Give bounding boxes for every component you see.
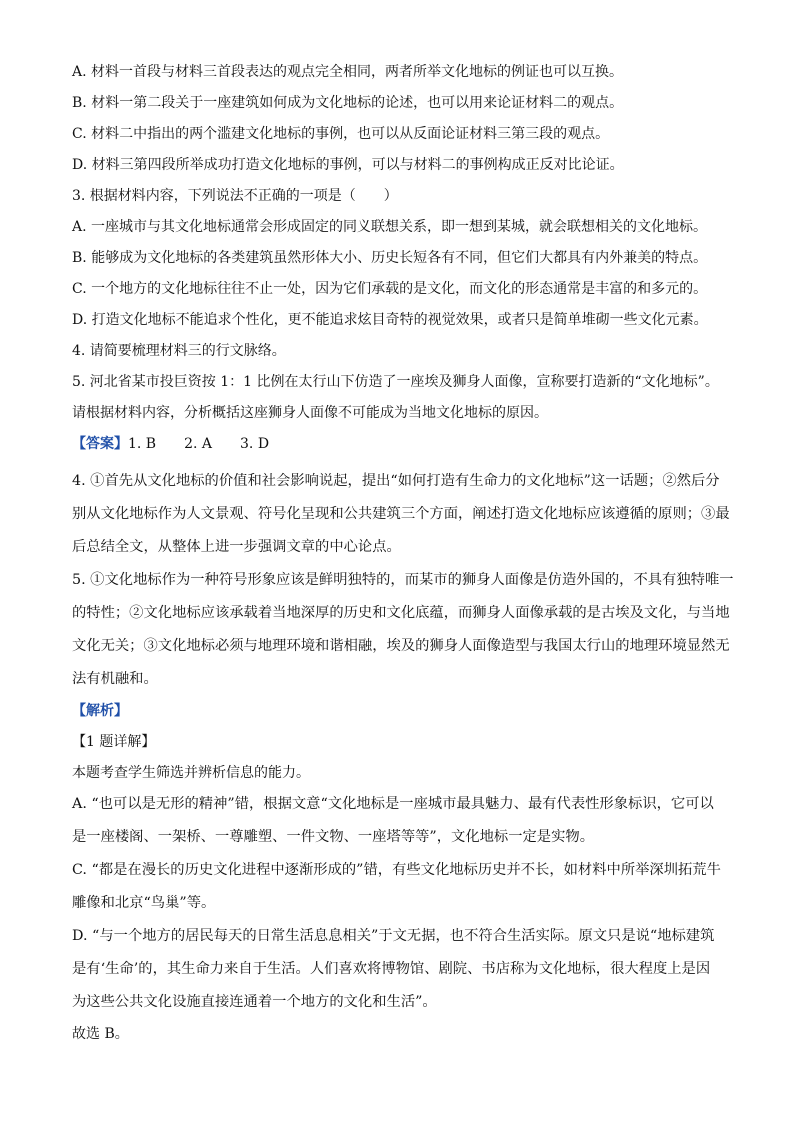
answer-row [72, 434, 722, 454]
q2-option-b: B. 材料一第二段关于一座建筑如何成为文化地标的论述，也可以用来论证材料二的观点。 [72, 95, 624, 111]
answer4-line2: 别从文化地标作为人文景观、符号化呈现和公共建筑三个方面，阐述打造文化地标应该遵循的原则；③最 [72, 506, 730, 522]
analysis-c-line1: C. “都是在漫长的历史文化进程中逐渐形成的”错，有些文化地标历史并不长，如材料中所举深圳拓荒牛 [72, 862, 721, 878]
analysis-d-line2: 是有‘生命’的，其生命力来自于生活。人们喜欢将博物馆、剧院、书店称为文化地标，很大程度上是因 [72, 961, 711, 977]
analysis-d-line3: 为这些公共文化设施直接连通着一个地方的文化和生活”。 [72, 994, 437, 1010]
document-page [72, 62, 734, 1044]
analysis-a-line2: 是一座楼阁、一架桥、一尊雕塑、一件文物、一座塔等等”，文化地标一定是实物。 [72, 829, 594, 845]
analysis-a-line1: A. “也可以是无形的精神”错，根据文意“文化地标是一座城市最具魅力、最有代表性形象标识，它可以 [72, 796, 714, 812]
answer5-line2: 的特性；②文化地标应该承载着当地深厚的历史和文化底蕴，而狮身人面像承载的是古埃及文化，与当地 [72, 605, 730, 621]
q2-option-c: C. 材料二中指出的两个滥建文化地标的事例，也可以从反面论证材料三第三段的观点。 [72, 126, 610, 142]
q3-option-d: D. 打造文化地标不能追求个性化，更不能追求炫目奇特的视觉效果，或者只是简单堆砌一些文化元素。 [72, 312, 708, 328]
answer5-line3: 文化无关；③文化地标必须与地理环境和谐相融，埃及的狮身人面像造型与我国太行山的地理环境显然无 [72, 638, 730, 654]
answer-text: 1. B 2. A 3. D [128, 436, 270, 452]
q5-stem-line2: 请根据材料内容，分析概括这座狮身人面像不可能成为当地文化地标的原因。 [72, 405, 548, 421]
analysis-d-line1: D. “与一个地方的居民每天的日常生活息息相关”于文无据，也不符合生活实际。原文只是说“地标建筑 [72, 928, 715, 944]
q3-stem: 3. 根据材料内容，下列说法不正确的一项是（ ） [72, 188, 398, 204]
q5-stem-line1: 5. 河北省某市投巨资按 1：1 比例在太行山下仿造了一座埃及狮身人面像，宣称要打造新的“文化地标”。 [72, 374, 719, 390]
answer4-line3: 后总结全文，从整体上进一步强调文章的中心论点。 [72, 539, 401, 555]
analysis-q1-label: 【1 题详解】 [72, 734, 156, 750]
q2-option-a: A. 材料一首段与材料三首段表达的观点完全相同，两者所举文化地标的例证也可以互换。 [72, 64, 624, 80]
analysis-intro: 本题考查学生筛选并辨析信息的能力。 [72, 765, 310, 781]
answer5-line1: 5. ①文化地标作为一种符号形象应该是鲜明独特的，而某市的狮身人面像是仿造外国的，不具有独特唯一 [72, 572, 734, 588]
answer4-line1: 4. ①首先从文化地标的价值和社会影响说起，提出“如何打造有生命力的文化地标”这一话题；②然后分 [72, 473, 720, 489]
answer-label: 【答案】 [72, 436, 128, 452]
q2-option-d: D. 材料三第四段所举成功打造文化地标的事例，可以与材料二的事例构成正反对比论证。 [72, 157, 624, 173]
q3-option-b: B. 能够成为文化地标的各类建筑虽然形体大小、历史长短各有不同，但它们大都具有内外兼美的特点。 [72, 250, 708, 266]
analysis-conclusion: 故选 B。 [72, 1026, 129, 1042]
analysis-label: 【解析】 [72, 703, 128, 719]
q3-option-c: C. 一个地方的文化地标往往不止一处，因为它们承载的是文化，而文化的形态通常是丰富的和多元的。 [72, 281, 708, 297]
q4-stem: 4. 请简要梳理材料三的行文脉络。 [72, 343, 286, 359]
answer5-line4: 法有机融和。 [72, 671, 158, 687]
q3-option-a: A. 一座城市与其文化地标通常会形成固定的同义联想关系，即一想到某城，就会联想相关的文化地标。 [72, 219, 708, 235]
analysis-c-line2: 雕像和北京“鸟巢”等。 [72, 895, 216, 911]
